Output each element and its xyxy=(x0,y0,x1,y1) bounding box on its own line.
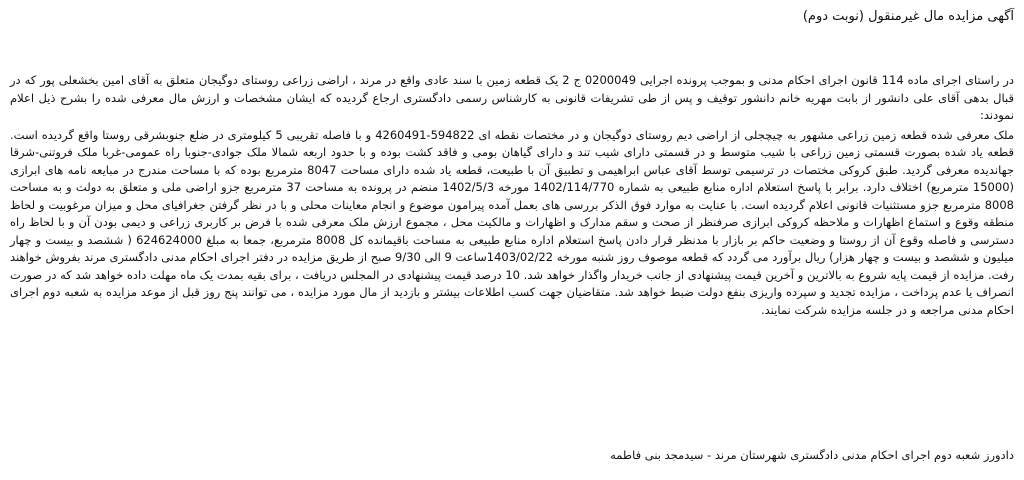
notice-title: آگهی مزایده مال غیرمنقول (نوبت دوم) xyxy=(802,9,1014,24)
notice-paragraph-intro: در راستای اجرای ماده 114 قانون اجرای احکام مدنی و بموجب پرونده اجرایی 0200049 ج 2 یک قطعه زمین با سند عادی واقع در مرند ، اراضی زراعی روستای دوگیجان متعلق به آقای امین بخشعلی پور که در قبال بدهی آقای علی دانشور از بابت مهریه خانم دانشور توقیف و پس از طی تشریفات قانونی به کارشناس رسمی دادگستری ارجاع گردیده که ایشان مشخصات و ارزش مال معرفی شده را بشرح ذیل اعلام نمودند: xyxy=(10,73,1014,122)
notice-body xyxy=(10,72,1014,321)
notice-signature: دادورز شعبه دوم اجرای احکام مدنی دادگستری شهرستان مرند - سیدمجد بنی فاطمه xyxy=(610,448,1014,462)
notice-paragraph-details: ملک معرفی شده قطعه زمین زراعی مشهور به چیچجلی از اراضی دیم روستای دوگیجان و در مختصات نقطه ای 594822-4260491 و با فاصله تقریبی 5 کیلومتری در ضلع جنوبشرقی روستا واقع گردیده است. قطعه یاد شده بصورت قسمتی زمین زراعی با شیب متوسط و در قسمتی دارای شیب تند و دارای گیاهان بومی و فاقد کشت بوده و با حدود اربعه شمالا ملک جوادی-جنوبا راه عمومی-غربا ملک فروتنی-شرقا جهاندیده معرفی گردید. طبق کروکی مختصات در ترسیمی توسط آقای عباس ابراهیمی و تطبیق آن با طبیعت، قطعه یاد شده دارای مساحت 8047 مترمربع بوده که با مساحت مندرج در مبایعه نامه های ابرازی (15000 مترمربع) اختلاف دارد. برابر با پاسخ استعلام اداره منابع طبیعی به شماره 1402/114/770 مورخه 1402/5/3 منضم در پرونده به مساحت 37 مترمربع جزو اراضی ملی و متعلق به دولت و به مساحت 8008 مترمربع جزو مستثنیات قانونی اعلام گردیده است. با عنایت به موارد فوق الذکر بررسی های بعمل آمده پیرامون موضوع و انجام معاینات محلی و با در نظر گرفتن جغرافیای محل و میزان مرغوبیت و لحاظ منطقه وقوع و استماع اظهارات و ملاحظه کروکی ابرازی صرفنظر از صحت و سقم مدارک و اظهارات و مالکیت محل ، مجموع ارزش ملک معرفی شده با فرض بر کاربری زراعی و دیمی بودن آن و با لحاظ راه دسترسی و فاصله وقوع آن از روستا و وضعیت حاکم بر بازار با مدنظر قرار دادن پاسخ استعلام اداره منابع طبیعی به مساحت باقیمانده کل 8008 مترمربع، جمعا به مبلغ 624624000 ( ششصد و بیست و چهار میلیون و ششصد و بیست و چهار هزار) ریال برآورد می گردد که قطعه موصوف روز شنبه مورخه 1403/02/22ساعت 9 الی 9/30 صبح از طریق مزایده در دفتر اجرای احکام مدنی دادگستری مرند بفروش خواهند رفت. مزایده از قیمت پایه شروع به بالاترین و آخرین قیمت پیشنهادی از جانب خریدار واگذار خواهد شد. 10 درصد قیمت پیشنهادی در المجلس دریافت ، برای بقیه بمدت یک ماه مهلت داده خواهد شد که در صورت انصراف یا عدم پرداخت ، مزایده تجدید و سپرده واریزی بنفع دولت ضبط خواهد شد. متقاضیان جهت کسب اطلاعات بیشتر و بازدید از مال مورد مزایده ، می توانند پنج روز قبل از موعد مزایده به شعبه دوم اجرای احکام مدنی مراجعه و در جلسه مزایده شرکت نمایند. xyxy=(10,127,1015,317)
